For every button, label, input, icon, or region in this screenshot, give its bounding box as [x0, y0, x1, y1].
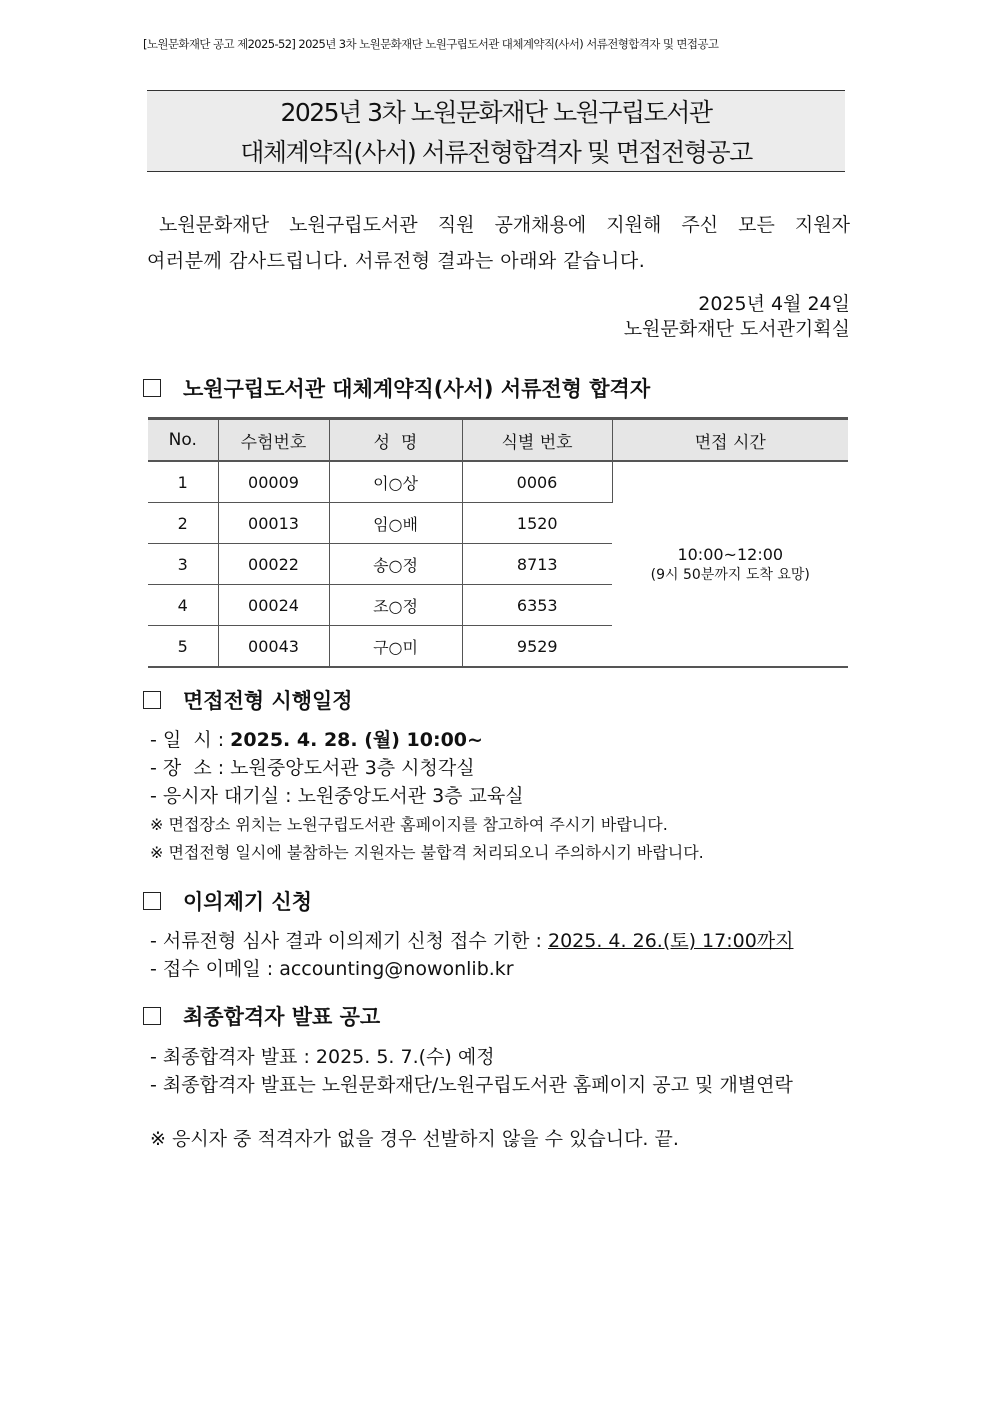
column-header: 수험번호 [218, 419, 329, 462]
section-heading-text: 면접전형 시행일정 [183, 689, 353, 713]
cell-id-number: 8713 [462, 544, 612, 585]
final-announcement-date-item: - 최종합격자 발표 : 2025. 5. 7.(수) 예정 [150, 1046, 495, 1068]
objection-email-value[interactable]: accounting@nowonlib.kr [279, 958, 514, 980]
checkbox-square-icon [143, 379, 161, 397]
title-line-2: 대체계약직(사서) 서류전형합격자 및 면접전형공고 [240, 138, 752, 167]
cell-name: 임○배 [329, 503, 462, 544]
cell-id-number: 6353 [462, 585, 612, 626]
waiting-room-item [150, 781, 524, 808]
cell-no: 3 [148, 544, 218, 585]
item-label: - 접수 이메일 : [150, 958, 274, 980]
section-heading-text: 최종합격자 발표 공고 [183, 1005, 381, 1029]
cell-name: 송○정 [329, 544, 462, 585]
section-heading-text: 이의제기 신청 [183, 890, 313, 914]
checkbox-square-icon [143, 691, 161, 709]
section-heading-final-results [143, 1001, 380, 1031]
checkbox-square-icon [143, 892, 161, 910]
item-label: - 일 시 : [150, 729, 225, 751]
table-header-row [148, 419, 848, 462]
section-heading-interview-schedule [143, 685, 353, 715]
section-heading-objection [143, 886, 312, 916]
item-label: - 응시자 대기실 : [150, 785, 292, 807]
intro-line-1: 노원문화재단 노원구립도서관 직원 공개채용에 지원해 주신 모든 지원자 [159, 214, 850, 236]
interview-place-value: 노원중앙도서관 3층 시청각실 [230, 757, 475, 779]
item-label: - 서류전형 심사 결과 이의제기 신청 접수 기한 : [150, 930, 542, 952]
waiting-room-value: 노원중앙도서관 3층 교육실 [297, 785, 524, 807]
column-header: 성 명 [329, 419, 462, 462]
footer-note: ※ 응시자 중 적격자가 없을 경우 선발하지 않을 수 있습니다. 끝. [150, 1128, 679, 1150]
cell-exam-number: 00043 [218, 626, 329, 668]
cell-no: 4 [148, 585, 218, 626]
issuing-department: 노원문화재단 도서관기획실 [623, 318, 850, 340]
note-absence: ※ 면접전형 일시에 불참하는 지원자는 불합격 처리되오니 주의하시기 바랍니다. [150, 843, 704, 862]
column-header: 식별 번호 [462, 419, 612, 462]
section-heading-passers [143, 373, 650, 403]
final-announcement-method-item: - 최종합격자 발표는 노원문화재단/노원구립도서관 홈페이지 공고 및 개별연락 [150, 1074, 793, 1096]
interview-arrival-note: (9시 50분까지 도착 요망) [650, 566, 810, 583]
cell-no: 1 [148, 461, 218, 503]
cell-exam-number: 00009 [218, 461, 329, 503]
item-label: - 장 소 : [150, 757, 225, 779]
cell-exam-number: 00024 [218, 585, 329, 626]
cell-name: 이○상 [329, 461, 462, 503]
cell-id-number: 0006 [462, 461, 612, 503]
cell-interview-time [612, 461, 848, 667]
cell-no: 5 [148, 626, 218, 668]
note-location: ※ 면접장소 위치는 노원구립도서관 홈페이지를 참고하여 주시기 바랍니다. [150, 815, 668, 834]
interview-place-item [150, 753, 475, 780]
passers-table [148, 417, 848, 668]
objection-email-item [150, 954, 514, 981]
objection-deadline-value: 2025. 4. 26.(토) 17:00까지 [548, 930, 794, 952]
issue-date: 2025년 4월 24일 [698, 293, 850, 315]
interview-date-value: 2025. 4. 28. (월) 10:00~ [230, 729, 483, 751]
cell-name: 구○미 [329, 626, 462, 668]
interview-date-item [150, 725, 483, 752]
intro-line-2: 여러분께 감사드립니다. 서류전형 결과는 아래와 같습니다. [147, 250, 646, 272]
cell-id-number: 9529 [462, 626, 612, 668]
column-header: No. [148, 419, 218, 462]
cell-exam-number: 00022 [218, 544, 329, 585]
table-row [148, 461, 848, 503]
section-heading-text: 노원구립도서관 대체계약직(사서) 서류전형 합격자 [183, 377, 651, 401]
objection-deadline-item [150, 926, 794, 953]
checkbox-square-icon [143, 1007, 161, 1025]
interview-time: 10:00~12:00 [677, 544, 784, 564]
title-line-1: 2025년 3차 노원문화재단 노원구립도서관 [280, 98, 712, 127]
title-box [147, 90, 845, 172]
announcement-number: [노원문화재단 공고 제2025-52] 2025년 3차 노원문화재단 노원구립도서관 대체계약직(사서) 서류전형합격자 및 면접공고 [143, 37, 719, 51]
column-header: 면접 시간 [612, 419, 848, 462]
cell-name: 조○정 [329, 585, 462, 626]
cell-exam-number: 00013 [218, 503, 329, 544]
cell-no: 2 [148, 503, 218, 544]
cell-id-number: 1520 [462, 503, 612, 544]
